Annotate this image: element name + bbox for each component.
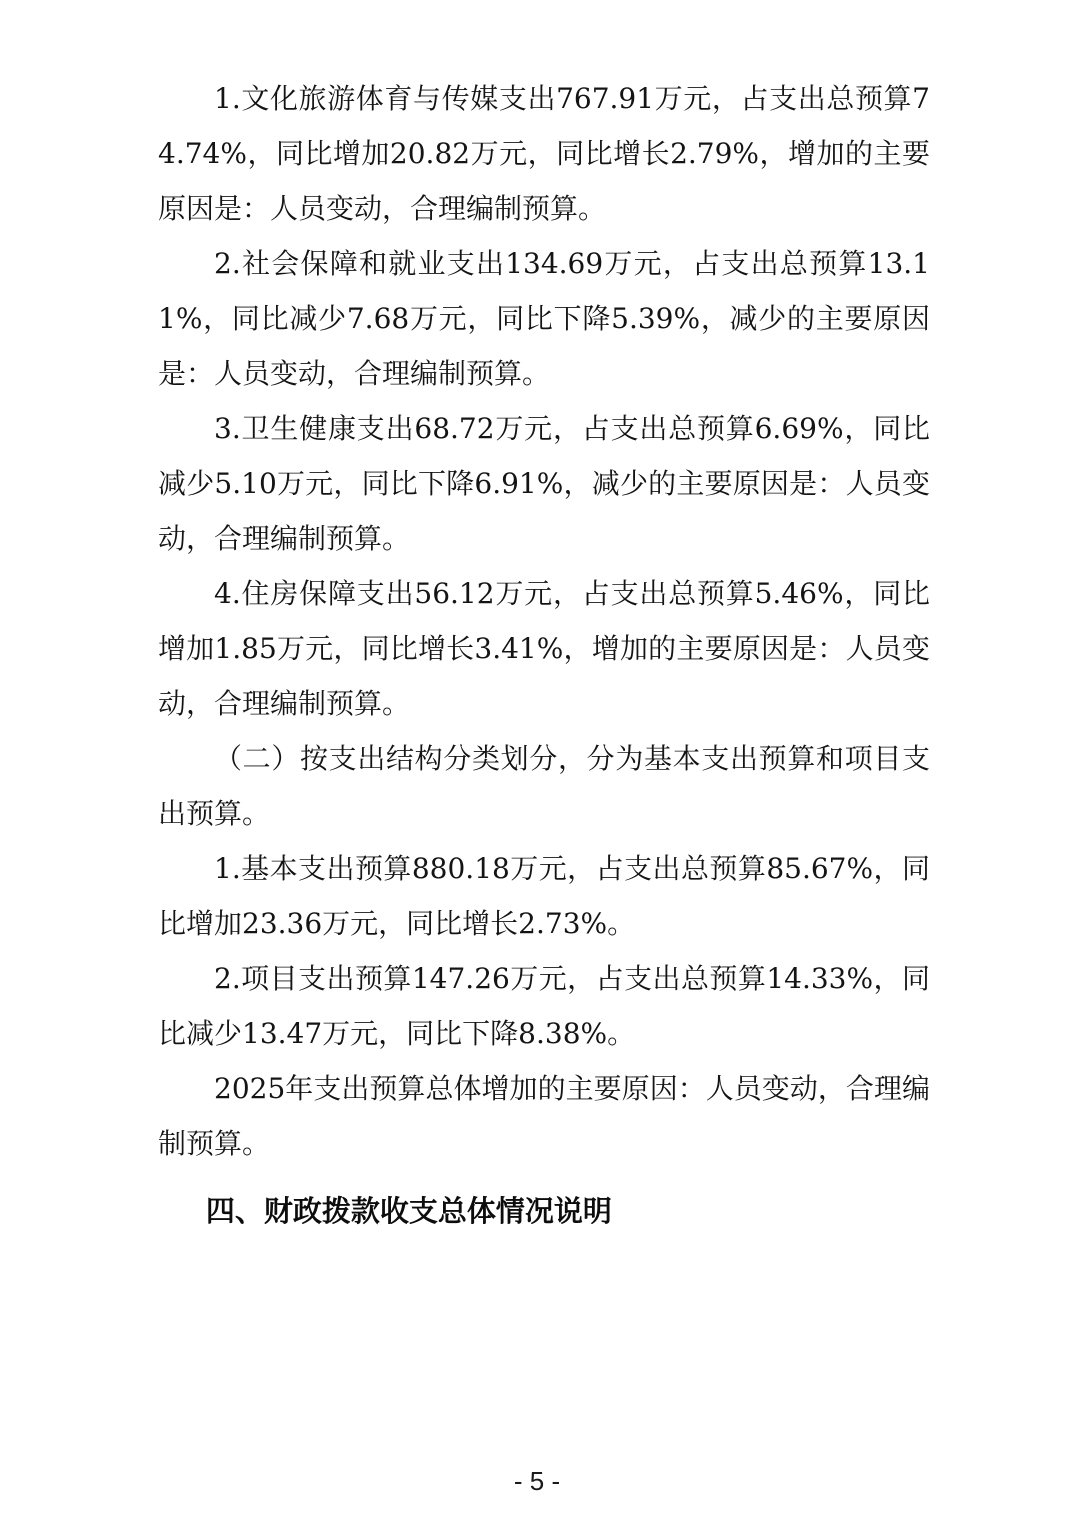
body-paragraph: 2025年支出预算总体增加的主要原因：人员变动，合理编制预算。 <box>158 1072 930 1160</box>
section-heading: 四、财政拨款收支总体情况说明 <box>205 1196 612 1228</box>
body-paragraph: 2.社会保障和就业支出134.69万元，占支出总预算13.11%，同比减少7.68万元，同比下降5.39%，减少的主要原因是：人员变动，合理编制预算。 <box>158 247 930 390</box>
body-paragraph: （二）按支出结构分类划分，分为基本支出预算和项目支出预算。 <box>158 742 930 830</box>
page-number: - 5 - <box>513 1466 561 1496</box>
body-paragraph: 2.项目支出预算147.26万元，占支出总预算14.33%，同比减少13.47万元，同比下降8.38%。 <box>158 962 930 1050</box>
body-paragraph: 4.住房保障支出56.12万元，占支出总预算5.46%，同比增加1.85万元，同比增长3.41%，增加的主要原因是：人员变动，合理编制预算。 <box>158 577 930 720</box>
document-body <box>158 71 930 1240</box>
body-paragraph: 1.基本支出预算880.18万元，占支出总预算85.67%，同比增加23.36万元，同比增长2.73%。 <box>158 852 930 940</box>
body-paragraph: 1.文化旅游体育与传媒支出767.91万元，占支出总预算74.74%，同比增加20.82万元，同比增长2.79%，增加的主要原因是：人员变动，合理编制预算。 <box>158 82 930 225</box>
body-paragraph: 3.卫生健康支出68.72万元，占支出总预算6.69%，同比减少5.10万元，同比下降6.91%，减少的主要原因是：人员变动，合理编制预算。 <box>158 412 930 555</box>
